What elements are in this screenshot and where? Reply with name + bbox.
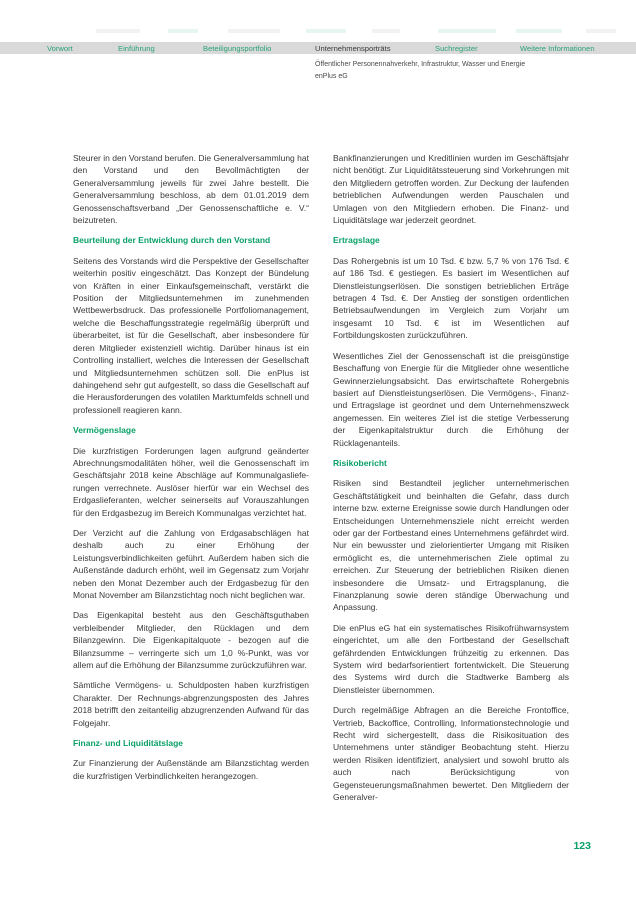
body-paragraph: Risiken sind Bestandteil jeglicher unternehmerischen Geschäftstätigkeit und beinhalten die Gefahr, dass durch interne bzw. externe Ereignisse sowie durch Handlungen oder Entscheidungen Unternehmensziele nicht erreicht werden oder gar der Fortbestand eines Unternehmens gefährdet wird. Nur ein bewusster und zielorientierter Umgang mit Risiken ermöglicht es, die unternehmerischen Ziele optimal zu erreichen. Zur Steuerung der betrieblichen Risiken dienen insbesondere die Umsatz- und Ertragsplanung, die Finanzplanung sowie deren ständige Überwachung und Anpassung. (333, 478, 569, 613)
page-number: 123 (573, 840, 591, 852)
nav-tab-beteiligungsportfolio[interactable]: Beteiligungsportfolio (203, 44, 272, 53)
section-heading: Vermögenslage (73, 425, 136, 436)
body-paragraph: Bankfinanzierungen und Kreditlinien wurden im Geschäftsjahr nicht benötigt. Zur Liquiditätssteuerung sind Vorkehrungen mit den Mitgliedern getroffen worden. Zur Deckung der laufenden betrieblichen Aufwendungen werden Pauschalen und Umlagen von den Mitgliedern erhoben. Die Finanz- und Liquiditätslage war jederzeit geordnet. (333, 153, 569, 226)
section-heading: Beurteilung der Entwicklung durch den Vorstand (73, 235, 271, 246)
body-paragraph: Das Eigenkapital besteht aus den Geschäftsguthaben verbleibender Mitglieder, den Rücklagen und dem Bilanzgewinn. Die Eigenkapitalquote - bezogen auf die Bilanzsumme – verringerte sich um 1,0 %-Punkt, was vor allem auf die Erhöhung der Bilanzsumme zurückzuführen war. (73, 610, 309, 671)
nav-tab-unternehmensporträts[interactable]: Unternehmensporträts (315, 44, 391, 53)
section-heading: Risikobericht (333, 457, 387, 468)
body-paragraph: Wesentliches Ziel der Genossenschaft ist die preisgünstige Beschaffung von Energie für die Mitglieder ohne wesentliche Gewinnerzielungsabsicht. Das erwirtschaftete Rohergebnis basiert auf Dienstleistungserlösen. Die Vermögens-, Finanz- und Ertragslage ist geordnet und dem Unternehmenszweck angemessen. Ein weiteres Ziel ist die stetige Verbesserung der Eigenkapitalstruktur durch die Erhöhung der Rücklagenanteils. (333, 350, 569, 448)
header-nav-bar (0, 42, 636, 54)
section-heading: Ertragslage (333, 235, 380, 246)
nav-tab-suchregister[interactable]: Suchregister (435, 44, 478, 53)
section-heading: Finanz- und Liquiditätslage (73, 738, 184, 749)
section-header (315, 59, 615, 82)
body-paragraph: Steurer in den Vorstand berufen. Die Generalversammlung hat den Vorstand und den Bevollmächtigten der Generalversammlung jeweils für zwei Jahre bestellt. Die Generalversammlung beschloss, ab dem 01.01.2019 dem Genossenschaftsverband „Der Genossenschaftliche e. V.“ beizutreten. (73, 153, 309, 226)
section-company: enPlus eG (315, 72, 348, 80)
right-text-column (333, 152, 569, 812)
body-paragraph: Der Verzicht auf die Zahlung von Erdgasabschlägen hat deshalb auch zu einer Erhöhung der Leistungsverbindlichkeiten geführt. Außerdem haben sich die Außenstände dadurch erhöht, weil im Gegensatz zum Vorjahr neben den Monat Dezember auch der Erdgasbezug für den Monat November am Bilanzstichtag noch nicht beglichen war. (73, 527, 309, 600)
nav-tab-vorwort[interactable]: Vorwort (47, 44, 73, 53)
left-text-column (73, 152, 309, 790)
body-paragraph: Durch regelmäßige Abfragen an die Bereiche Frontoffice, Vertrieb, Backoffice, Controlling, Informationstechnologie und Recht wird sichergestellt, dass die Risikosituation des Unternehmens unter ständiger Beobachtung steht. Hierzu werden Risiken identifiziert, analysiert und sowohl brutto als auch nach Berücksichtigung von Gegensteuerungsmaßnahmen bewertet. Den Mitgliedern der Generalver- (333, 705, 569, 803)
body-paragraph: Das Rohergebnis ist um 10 Tsd. € bzw. 5,7 % von 176 Tsd. € auf 186 Tsd. € gestiegen. Es basiert im Wesentlichen auf Dienstleistungserlösen. Die sonstigen betrieblichen Erträge betragen 4 Tsd. €. Der Anstieg der sonstigen ordentlichen Betriebsaufwendungen im Vergleich zum Vorjahr um insgesamt 10 Tsd. € ist im Wesentlichen auf Fortbildungskosten zurückzuführen. (333, 255, 569, 341)
body-paragraph: Seitens des Vorstands wird die Perspektive der Gesellschafter weiterhin positiv eingeschätzt. Das Konzept der Bündelung von Kräften in einer Einkaufsgemeinschaft, verstärkt die Position der Mitgliedsunternehmen im zunehmenden Wettbewerbsdruck. Das professionelle Portfoliomanagement, welche die Beschaffungsstrategie regelmäßig überprüft und überarbeitet, ist für die Gesellschaft, aber insbesondere für deren Mitglieder existenziell wichtig. Darüber hinaus ist ein Controlling installiert, welches die Interessen der Gesellschaft und Mitgliedsunternehmen schützen soll. Die enPlus ist dahingehend sehr gut aufgestellt, so dass die Gesellschaft auf die Herausforderungen des volatilen Marktumfelds schnell und professionell reagieren kann. (73, 255, 309, 415)
nav-tab-einführung[interactable]: Einführung (118, 44, 155, 53)
body-paragraph: Die enPlus eG hat ein systematisches Risikofrühwarnsystem eingerichtet, um alle den Fortbestand der Gesellschaft gefährdenden Entwicklungen frühzeitig zu erkennen. Das System wird bedarfsorientiert fortentwickelt. Die Steuerung des Systems wird durch die Stadtwerke Bamberg als Dienstleister übernommen. (333, 622, 569, 695)
nav-tab-weitere-informationen[interactable]: Weitere Informationen (520, 44, 595, 53)
section-category: Öffentlicher Personennahverkehr, Infrastruktur, Wasser und Energie (315, 61, 526, 68)
body-paragraph: Die kurzfristigen Forderungen lagen aufgrund geänderter Abrechnungsmodalitäten höher, weil die Genossenschaft im Geschäftsjahr 2018 keine Abschläge auf Kommunalgasliefe-rungen verrechnete. Auslöser hierfür war ein Wechsel des Erdgaslieferanten, welcher seinerseits auf Vorauszahlungen für den Erdgasbezug im Bereich Kommunalgas verzichtet hat. (73, 445, 309, 518)
body-paragraph: Zur Finanzierung der Außenstände am Bilanzstichtag werden die kurzfristigen Verbindlichkeiten herangezogen. (73, 758, 309, 781)
body-paragraph: Sämtliche Vermögens- u. Schuldposten haben kurzfristigen Charakter. Der Rechnungs-abgrenzungsposten des Jahres 2018 betrifft den zeitanteilig abzugrenzenden Aufwand für das Folgejahr. (73, 680, 309, 728)
